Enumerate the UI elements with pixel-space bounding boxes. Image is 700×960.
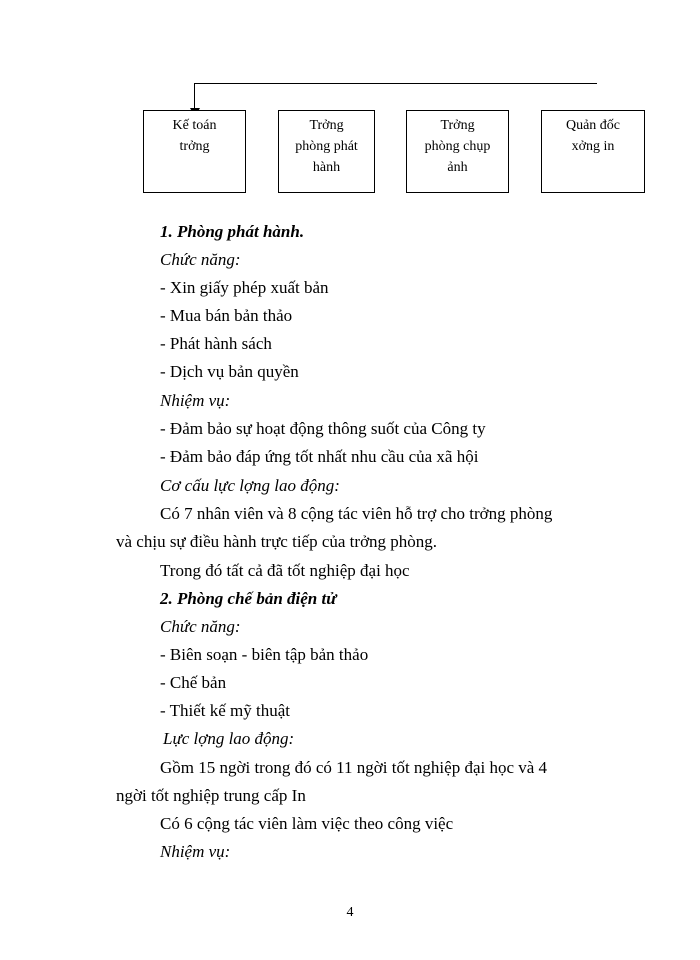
org-box-line: hành [312, 160, 341, 175]
section1-function-item: - Dịch vụ bản quyền [160, 362, 299, 381]
section1-title: 1. Phòng phát hành. [160, 222, 305, 241]
org-box-line: Kế toán [172, 118, 217, 133]
org-box-line: trởng [179, 139, 210, 154]
section1-duties-label: Nhiệm vụ: [160, 391, 231, 410]
org-box-line: phòng chụp [424, 139, 491, 154]
page-number: 4 [346, 905, 354, 920]
org-box-line: phòng phát [295, 139, 358, 154]
org-box-print-foreman [541, 110, 645, 193]
section1-duty-item: - Đảm bảo đáp ứng tốt nhất nhu cầu của xã hội [160, 447, 479, 466]
section2-duties-label: Nhiệm vụ: [160, 842, 231, 861]
section1-function-item: - Phát hành sách [160, 334, 272, 353]
section2-function-item: - Biên soạn - biên tập bản thảo [160, 645, 369, 664]
section1-function-item: - Mua bán bản thảo [160, 306, 293, 325]
connector-vertical [194, 83, 195, 110]
org-box-line: xởng in [571, 139, 615, 154]
section1-structure-label: Cơ cấu lực lợng lao động: [160, 476, 340, 495]
connector-horizontal [194, 83, 597, 84]
org-box-line: Trởng [309, 118, 344, 133]
section1-duty-item: - Đảm bảo sự hoạt động thông suốt của Công ty [160, 419, 486, 438]
org-box-line: Trởng [440, 118, 475, 133]
section1-structure-line: và chịu sự điều hành trực tiếp của trởng phòng. [116, 532, 438, 551]
section1-function-item: - Xin giấy phép xuất bản [160, 278, 329, 297]
section1-structure-line: Trong đó tất cả đã tốt nghiệp đại học [160, 561, 410, 580]
section2-workforce-label: Lực lợng lao động: [163, 729, 295, 748]
section2-functions-label: Chức năng: [160, 617, 241, 636]
org-box-line: ảnh [447, 160, 468, 175]
org-box-distribution-head [278, 110, 375, 193]
org-box-chief-accountant [143, 110, 246, 193]
section2-function-item: - Thiết kế mỹ thuật [160, 701, 290, 720]
section1-functions-label: Chức năng: [160, 250, 241, 269]
section1-structure-line: Có 7 nhân viên và 8 cộng tác viên hỗ trợ cho trởng phòng [160, 504, 553, 523]
section2-workforce-line: Gồm 15 ngời trong đó có 11 ngời tốt nghiệp đại học và 4 [160, 758, 548, 777]
section2-function-item: - Chế bản [160, 673, 227, 692]
section2-title: 2. Phòng chế bản điện tử [160, 589, 337, 608]
section2-workforce-line: Có 6 cộng tác viên làm việc theo công việc [160, 814, 454, 833]
org-box-line: Quản đốc [565, 118, 621, 133]
section2-workforce-line: ngời tốt nghiệp trung cấp In [116, 786, 306, 805]
org-chart [0, 0, 700, 200]
org-box-photo-head [406, 110, 509, 193]
